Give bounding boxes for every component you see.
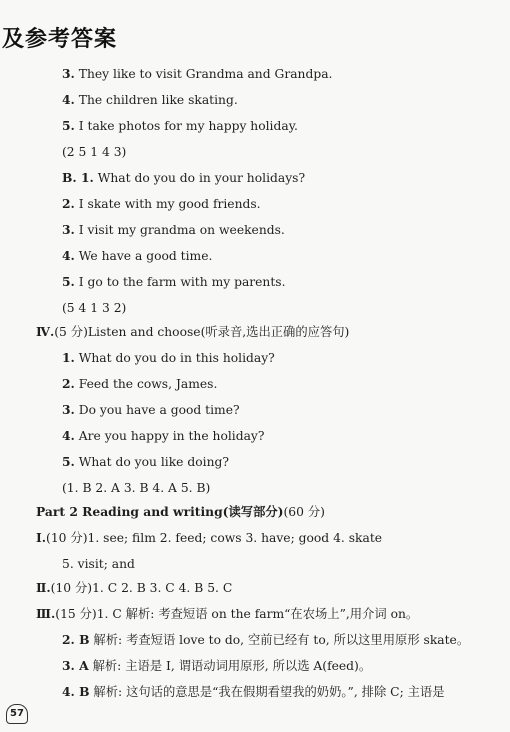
section-heading: Ⅳ.(5 分)Listen and choose(听录音,选出正确的应答句) [36, 324, 350, 339]
answer-line: 3. I visit my grandma on weekends. [62, 222, 285, 237]
answer-line: 4. Are you happy in the holiday? [62, 428, 265, 443]
explanation-line: 3. A 解析: 主语是 I, 谓语动词用原形, 所以选 A(feed)。 [62, 658, 372, 673]
answer-line: 2. I skate with my good friends. [62, 196, 261, 211]
explanation-line: 2. B 解析: 考查短语 love to do, 空前已经有 to, 所以这里用原形 skate。 [62, 632, 470, 647]
answer-line: 4. The children like skating. [62, 92, 238, 107]
section-answer: 5. visit; and [62, 557, 135, 571]
section-answer: Ⅲ.(15 分)1. C 解析: 考查短语 on the farm“在农场上”,用介词 on。 [36, 606, 419, 621]
page-number-badge: 57 [6, 704, 28, 724]
part-heading: Part 2 Reading and writing(读写部分)(60 分) [36, 504, 325, 519]
answer-line: B. 1. What do you do in your holidays? [62, 170, 306, 185]
answer-line: 4. We have a good time. [62, 248, 213, 263]
answer-line: 5. I go to the farm with my parents. [62, 274, 286, 289]
section-answer: Ⅰ.(10 分)1. see; film 2. feed; cows 3. have; good 4. skate [36, 530, 383, 545]
answer-line: 2. Feed the cows, James. [62, 376, 218, 391]
answer-order: (2 5 1 4 3) [62, 145, 127, 159]
answer-key: (1. B 2. A 3. B 4. A 5. B) [62, 481, 211, 495]
answer-line: 1. What do you do in this holiday? [62, 350, 275, 365]
answer-line: 3. They like to visit Grandma and Grandpa. [62, 66, 333, 81]
answer-line: 3. Do you have a good time? [62, 402, 240, 417]
answer-line: 5. I take photos for my happy holiday. [62, 118, 298, 133]
page-header-title: 及参考答案 [2, 27, 118, 52]
answer-order: (5 4 1 3 2) [62, 301, 127, 315]
section-answer: Ⅱ.(10 分)1. C 2. B 3. C 4. B 5. C [36, 580, 233, 595]
explanation-line: 4. B 解析: 这句话的意思是“我在假期看望我的奶奶。”, 排除 C; 主语是 [62, 684, 445, 699]
answer-line: 5. What do you like doing? [62, 454, 229, 469]
